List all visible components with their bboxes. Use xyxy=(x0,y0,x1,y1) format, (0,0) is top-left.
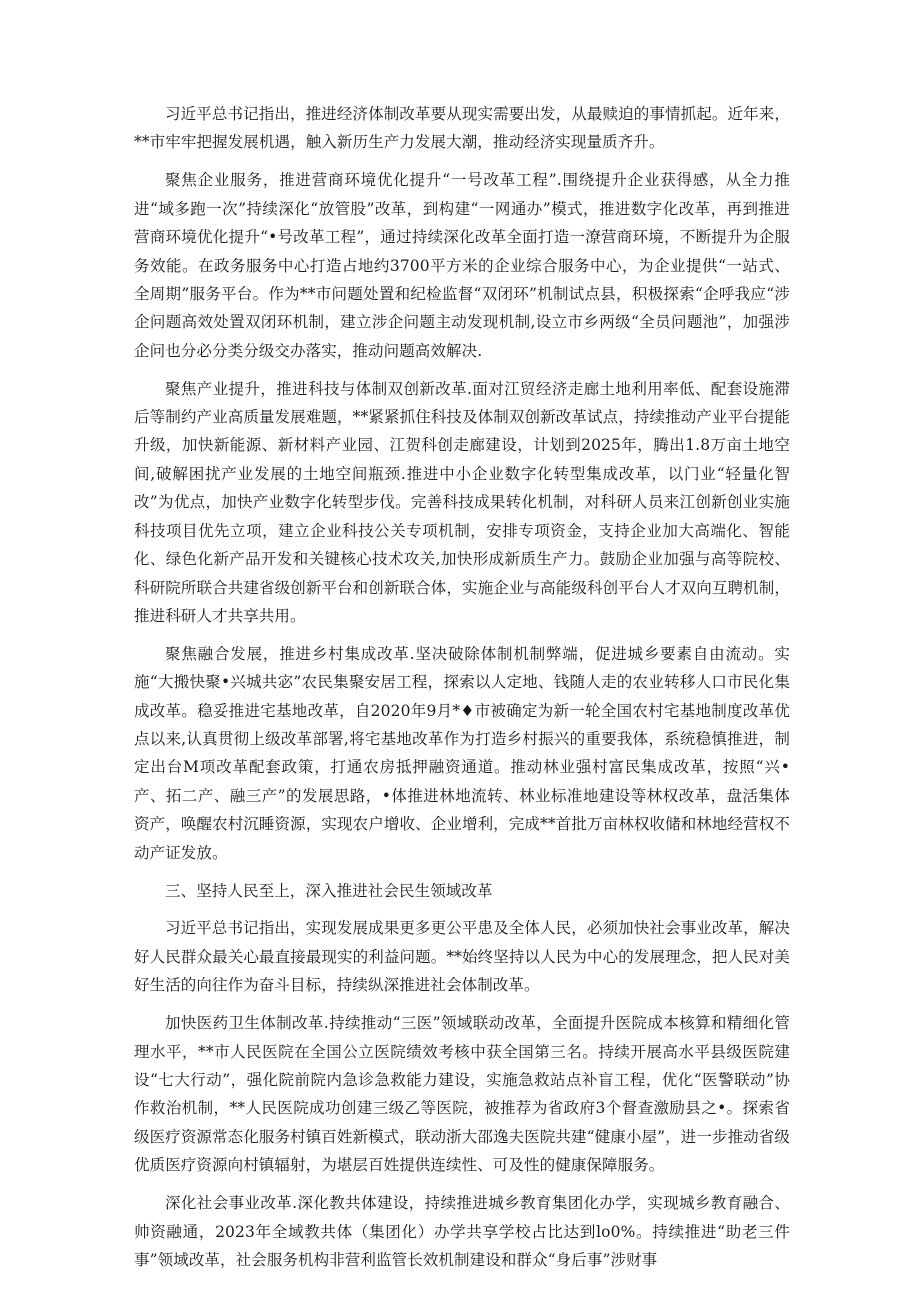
paragraph-economic-intro: 习近平总书记指出，推进经济体制改革要从现实需要出发，从最赎迫的事情抓起。近年来，**市牢牢把握发展机遇，触入新历生产力发展大潮，推动经济实现量质齐升。 xyxy=(134,105,790,152)
paragraph-social-intro: 习近平总书记指出，实现发展成果更多更公平患及全体人民，必须加快社会事业改革，解决好人民群众最关心最直接最现实的利益问题。**始终坚持以人民为中心的发展理念，把人民对美好生活的向往作为奋斗目标，持续纵深推进社会体制改革。 xyxy=(134,919,790,995)
paragraph-business-service: 聚焦企业服务，推进营商环境优化提升“一号改革工程”.围绕提升企业获得感，从全力推进“域多跑一次”持续深化“放管股”改革，到构建“一网通办”模式，推进数字化改革，再到推进营商环境优化提升“•号改革工程”，通过持续深化改革全面打造一潦营商环境，不断提升为企服务效能。在政务服务中心打造占地约3700平方米的企业综合服务中心，为企业提供“一站式、全周期”服务平台。作为**市问题处置和纪检监督“双闭环”机制试点县，积极探索“企呼我应“涉企问题高效处置双闭环机制，建立涉企问题主动发现机制,设立市乡两级“全员问题池”，加强涉企问也分必分类分级交办落实，推动问题高效解决. xyxy=(134,171,790,360)
paragraph-social-affairs: 深化社会事业改革.深化教共体建设，持续推进城乡教育集团化办学，实现城乡教育融合、帅资融通，2023年全域教共体（集团化）办学共享学校占比达到lo0%。持续推进“助老三件事”领域改革，社会服务机构非营利监管长效机制建设和群众“身后事”涉财事 xyxy=(134,1194,790,1269)
paragraph-industry-upgrade: 聚焦产业提升，推进科技与体制双创新改革.面对江贸经济走廊土地利用率低、配套设施滞后等制约产业高质量发展难题，**紧紧抓住科技及体制双创新改革试点，持续推动产业平台提能升级，加快新能源、新材料产业园、江贺科创走廊建设，计划到2025年，腾出1.8万亩土地空间,破解困扰产业发展的土地空间瓶颈.推进中小企业数字化转型集成改革，以门业“轻量化智改”为优点，加快产业数字化转型步伐。完善科技成果转化机制，对科研人员来江创新创业实施科技项目优先立项，建立企业科技公关专项机制，安排专项资金，支持企业加大高端化、智能化、绿色化新产品开发和关键核心技术攻关,加快形成新质生产力。鼓励企业加强与高等院校、科研院所联合共建省级创新平台和创新联合体，实施企业与高能级科创平台人才双向互聘机制，推进科研人才共享共用。 xyxy=(134,379,790,625)
section-heading-people-first: 三、坚持人民至上，深入推进社会民生领域改革 xyxy=(165,881,493,900)
paragraph-medical-reform: 加快医药卫生体制改革.持续推动“三医”领域联动改革，全面提升医院成本核算和精细化管理水平，**市人民医院在全国公立医院绩效考核中获全国第三名。持续开展高水平县级医院建设“七大行动”，强化院前院内急诊急救能力建设，实施急救站点补盲工程，优化“医警联动”协作救治机制，**人民医院成功创建三级乙等医院，被推荐为省政府3个督查激励县之•。探索省级医疗资源常态化服务村镇百姓新模式，联动浙大邵逸夫医院共建“健康小屋”，进一步推动省级优质医疗资源向村镇辐射，为堪层百姓提供连续性、可及性的健康保障服务。 xyxy=(134,1014,790,1175)
document-page xyxy=(134,100,790,1284)
paragraph-rural-integration: 聚焦融合发展，推进乡村集成改革.坚决破除体制机制弊端，促进城乡要素自由流动。实施“大搬快聚•兴城共宓”农民集聚安居工程，探索以人定地、钱随人走的农业转移人口市民化集成改革。稳妥推进宅基地改革，自2020年9月*♦市被确定为新一轮全国农村宅基地制度改革优点以来,认真贯彻上级改革部署,将宅基地改革作为打造乡村振兴的重要我体，系统稳慎推进，制定出台M项改革配套政策，打通农房抵押融资通道。推动林业强村富民集成改革，按照“兴•产、拓二产、融三产”的发展思路，•体推进林地流转、林业标准地建设等林权改革，盘活集体资产，唤醒农村沉睡资源，实现农户增收、企业增利，完成**首批万亩林权收储和林地经营权不动产证发放。 xyxy=(134,644,790,862)
